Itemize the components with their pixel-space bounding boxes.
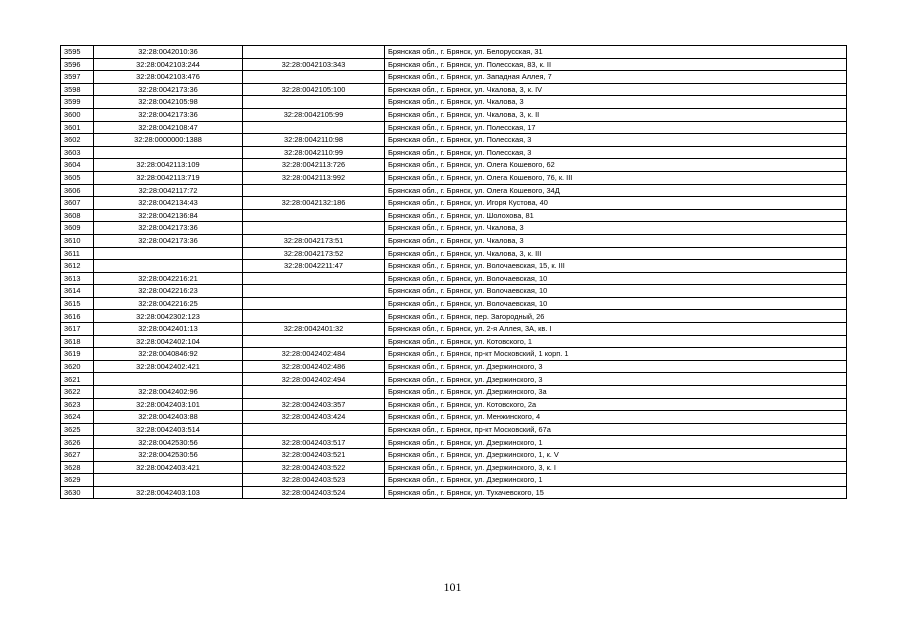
table-row xyxy=(61,335,847,348)
building-cadastral-number-cell: 32:28:0042173:51 xyxy=(243,234,385,247)
address-cell: Брянская обл., г. Брянск, ул. Игоря Кустова, 40 xyxy=(385,197,847,210)
table-row xyxy=(61,272,847,285)
building-cadastral-number-cell: 32:28:0042403:521 xyxy=(243,449,385,462)
cadastral-number-cell: 32:28:0042108:47 xyxy=(94,121,243,134)
address-cell: Брянская обл., г. Брянск, ул. Волочаевская, 10 xyxy=(385,285,847,298)
cadastral-number-cell: 32:28:0000000:1388 xyxy=(94,134,243,147)
row-number-cell: 3617 xyxy=(61,323,94,336)
building-cadastral-number-cell xyxy=(243,121,385,134)
address-cell: Брянская обл., г. Брянск, ул. Чкалова, 3 xyxy=(385,222,847,235)
table-row xyxy=(61,159,847,172)
building-cadastral-number-cell: 32:28:0042110:99 xyxy=(243,146,385,159)
address-cell: Брянская обл., г. Брянск, ул. Дзержинского, 3а xyxy=(385,386,847,399)
table-row xyxy=(61,297,847,310)
table-row xyxy=(61,121,847,134)
address-cell: Брянская обл., г. Брянск, ул. Волочаевская, 10 xyxy=(385,272,847,285)
building-cadastral-number-cell: 32:28:0042403:522 xyxy=(243,461,385,474)
row-number-cell: 3598 xyxy=(61,83,94,96)
address-cell: Брянская обл., г. Брянск, ул. Чкалова, 3 xyxy=(385,234,847,247)
building-cadastral-number-cell: 32:28:0042403:523 xyxy=(243,474,385,487)
cadastral-number-cell: 32:28:0042136:84 xyxy=(94,209,243,222)
address-cell: Брянская обл., г. Брянск, ул. Тухачевского, 15 xyxy=(385,486,847,499)
row-number-cell: 3625 xyxy=(61,423,94,436)
cadastral-number-cell: 32:28:0042402:96 xyxy=(94,386,243,399)
address-cell: Брянская обл., г. Брянск, ул. Чкалова, 3, к. IV xyxy=(385,83,847,96)
cadastral-number-cell: 32:28:0042216:23 xyxy=(94,285,243,298)
cadastral-number-cell: 32:28:0042403:514 xyxy=(94,423,243,436)
building-cadastral-number-cell: 32:28:0042402:494 xyxy=(243,373,385,386)
address-cell: Брянская обл., г. Брянск, ул. Олега Кошевого, 34Д xyxy=(385,184,847,197)
building-cadastral-number-cell: 32:28:0042403:357 xyxy=(243,398,385,411)
table-row xyxy=(61,184,847,197)
building-cadastral-number-cell: 32:28:0042105:100 xyxy=(243,83,385,96)
cadastral-number-cell: 32:28:0042173:36 xyxy=(94,222,243,235)
table-row xyxy=(61,197,847,210)
cadastral-number-cell: 32:28:0042216:21 xyxy=(94,272,243,285)
building-cadastral-number-cell xyxy=(243,285,385,298)
row-number-cell: 3606 xyxy=(61,184,94,197)
building-cadastral-number-cell xyxy=(243,310,385,323)
address-cell: Брянская обл., г. Брянск, ул. Полесская, 17 xyxy=(385,121,847,134)
table-row xyxy=(61,423,847,436)
row-number-cell: 3608 xyxy=(61,209,94,222)
table-row xyxy=(61,134,847,147)
row-number-cell: 3626 xyxy=(61,436,94,449)
cadastral-number-cell: 32:28:0042401:13 xyxy=(94,323,243,336)
table-row xyxy=(61,461,847,474)
table-row xyxy=(61,310,847,323)
table-row xyxy=(61,146,847,159)
cadastral-number-cell: 32:28:0042103:476 xyxy=(94,71,243,84)
table-row xyxy=(61,46,847,59)
address-cell: Брянская обл., г. Брянск, ул. Полесская, 83, к. II xyxy=(385,58,847,71)
cadastral-number-cell: 32:28:0042530:56 xyxy=(94,436,243,449)
building-cadastral-number-cell xyxy=(243,96,385,109)
building-cadastral-number-cell: 32:28:0042403:424 xyxy=(243,411,385,424)
cadastral-number-cell: 32:28:0042530:56 xyxy=(94,449,243,462)
cadastral-number-cell xyxy=(94,260,243,273)
table-row xyxy=(61,71,847,84)
table-row xyxy=(61,58,847,71)
address-cell: Брянская обл., г. Брянск, ул. Белорусская, 31 xyxy=(385,46,847,59)
address-cell: Брянская обл., г. Брянск, ул. Чкалова, 3 xyxy=(385,96,847,109)
building-cadastral-number-cell xyxy=(243,423,385,436)
cadastral-number-cell: 32:28:0042403:101 xyxy=(94,398,243,411)
row-number-cell: 3610 xyxy=(61,234,94,247)
table-row xyxy=(61,360,847,373)
cadastral-number-cell: 32:28:0042113:719 xyxy=(94,171,243,184)
address-cell: Брянская обл., г. Брянск, ул. Чкалова, 3, к. II xyxy=(385,108,847,121)
building-cadastral-number-cell: 32:28:0042105:99 xyxy=(243,108,385,121)
address-cell: Брянская обл., г. Брянск, ул. Котовского, 1 xyxy=(385,335,847,348)
row-number-cell: 3627 xyxy=(61,449,94,462)
building-cadastral-number-cell: 32:28:0042110:98 xyxy=(243,134,385,147)
building-cadastral-number-cell: 32:28:0042403:517 xyxy=(243,436,385,449)
cadastral-number-cell: 32:28:0042134:43 xyxy=(94,197,243,210)
building-cadastral-number-cell xyxy=(243,184,385,197)
row-number-cell: 3621 xyxy=(61,373,94,386)
address-cell: Брянская обл., г. Брянск, ул. Олега Кошевого, 76, к. III xyxy=(385,171,847,184)
row-number-cell: 3619 xyxy=(61,348,94,361)
building-cadastral-number-cell: 32:28:0042173:52 xyxy=(243,247,385,260)
building-cadastral-number-cell: 32:28:0042402:484 xyxy=(243,348,385,361)
cadastral-number-cell: 32:28:0042216:25 xyxy=(94,297,243,310)
row-number-cell: 3620 xyxy=(61,360,94,373)
cadastral-number-cell: 32:28:0042403:88 xyxy=(94,411,243,424)
building-cadastral-number-cell xyxy=(243,222,385,235)
row-number-cell: 3622 xyxy=(61,386,94,399)
address-cell: Брянская обл., г. Брянск, ул. Полесская, 3 xyxy=(385,146,847,159)
row-number-cell: 3623 xyxy=(61,398,94,411)
building-cadastral-number-cell: 32:28:0042401:32 xyxy=(243,323,385,336)
cadastral-number-cell: 32:28:0042403:421 xyxy=(94,461,243,474)
row-number-cell: 3618 xyxy=(61,335,94,348)
cadastral-number-cell: 32:28:0042103:244 xyxy=(94,58,243,71)
row-number-cell: 3624 xyxy=(61,411,94,424)
address-cell: Брянская обл., г. Брянск, ул. Шолохова, 81 xyxy=(385,209,847,222)
row-number-cell: 3601 xyxy=(61,121,94,134)
table-row xyxy=(61,260,847,273)
cadastral-number-cell: 32:28:0042302:123 xyxy=(94,310,243,323)
building-cadastral-number-cell xyxy=(243,297,385,310)
address-cell: Брянская обл., г. Брянск, пр-кт Московский, 1 корп. 1 xyxy=(385,348,847,361)
table-row xyxy=(61,486,847,499)
table-row xyxy=(61,436,847,449)
building-cadastral-number-cell xyxy=(243,46,385,59)
address-cell: Брянская обл., г. Брянск, пер. Загородный, 26 xyxy=(385,310,847,323)
cadastral-number-cell xyxy=(94,247,243,260)
table-row xyxy=(61,209,847,222)
row-number-cell: 3612 xyxy=(61,260,94,273)
table-row xyxy=(61,398,847,411)
table-row xyxy=(61,234,847,247)
cadastral-number-cell: 32:28:0042173:36 xyxy=(94,108,243,121)
address-cell: Брянская обл., г. Брянск, ул. Дзержинского, 1 xyxy=(385,474,847,487)
cadastral-number-cell: 32:28:0042117:72 xyxy=(94,184,243,197)
cadastral-number-cell xyxy=(94,373,243,386)
cadastral-number-cell: 32:28:0042402:421 xyxy=(94,360,243,373)
building-cadastral-number-cell: 32:28:0042211:47 xyxy=(243,260,385,273)
table-row xyxy=(61,83,847,96)
building-cadastral-number-cell: 32:28:0042113:992 xyxy=(243,171,385,184)
table-row xyxy=(61,386,847,399)
cadastral-number-cell: 32:28:0042173:36 xyxy=(94,234,243,247)
cadastral-number-cell: 32:28:0042010:36 xyxy=(94,46,243,59)
cadastral-number-cell: 32:28:0042402:104 xyxy=(94,335,243,348)
row-number-cell: 3605 xyxy=(61,171,94,184)
table-row xyxy=(61,96,847,109)
cadastral-number-cell: 32:28:0040846:92 xyxy=(94,348,243,361)
page-number: 101 xyxy=(443,580,462,594)
address-cell: Брянская обл., г. Брянск, ул. Дзержинского, 1 xyxy=(385,436,847,449)
row-number-cell: 3595 xyxy=(61,46,94,59)
address-cell: Брянская обл., г. Брянск, ул. Западная Аллея, 7 xyxy=(385,71,847,84)
cadastral-number-cell xyxy=(94,146,243,159)
row-number-cell: 3615 xyxy=(61,297,94,310)
address-cell: Брянская обл., г. Брянск, ул. Чкалова, 3, к. III xyxy=(385,247,847,260)
building-cadastral-number-cell: 32:28:0042403:524 xyxy=(243,486,385,499)
table-row xyxy=(61,348,847,361)
address-cell: Брянская обл., г. Брянск, ул. Дзержинского, 3, к. I xyxy=(385,461,847,474)
table-row xyxy=(61,171,847,184)
table-row xyxy=(61,449,847,462)
row-number-cell: 3603 xyxy=(61,146,94,159)
table-row xyxy=(61,222,847,235)
building-cadastral-number-cell: 32:28:0042103:343 xyxy=(243,58,385,71)
table-row xyxy=(61,108,847,121)
registry-table xyxy=(60,45,847,499)
cadastral-number-cell: 32:28:0042173:36 xyxy=(94,83,243,96)
cadastral-number-cell: 32:28:0042105:98 xyxy=(94,96,243,109)
table-row xyxy=(61,247,847,260)
address-cell: Брянская обл., г. Брянск, ул. Дзержинского, 3 xyxy=(385,360,847,373)
table-row xyxy=(61,411,847,424)
address-cell: Брянская обл., г. Брянск, ул. Дзержинского, 3 xyxy=(385,373,847,386)
row-number-cell: 3611 xyxy=(61,247,94,260)
row-number-cell: 3599 xyxy=(61,96,94,109)
building-cadastral-number-cell xyxy=(243,209,385,222)
row-number-cell: 3613 xyxy=(61,272,94,285)
address-cell: Брянская обл., г. Брянск, ул. Менжинского, 4 xyxy=(385,411,847,424)
table-row xyxy=(61,474,847,487)
building-cadastral-number-cell: 32:28:0042113:726 xyxy=(243,159,385,172)
table-row xyxy=(61,373,847,386)
row-number-cell: 3600 xyxy=(61,108,94,121)
address-cell: Брянская обл., г. Брянск, ул. Волочаевская, 15, к. III xyxy=(385,260,847,273)
address-cell: Брянская обл., г. Брянск, ул. Котовского, 2а xyxy=(385,398,847,411)
row-number-cell: 3616 xyxy=(61,310,94,323)
address-cell: Брянская обл., г. Брянск, ул. Олега Кошевого, 62 xyxy=(385,159,847,172)
address-cell: Брянская обл., г. Брянск, ул. Волочаевская, 10 xyxy=(385,297,847,310)
cadastral-number-cell: 32:28:0042403:103 xyxy=(94,486,243,499)
address-cell: Брянская обл., г. Брянск, ул. Дзержинского, 1, к. V xyxy=(385,449,847,462)
row-number-cell: 3607 xyxy=(61,197,94,210)
row-number-cell: 3596 xyxy=(61,58,94,71)
building-cadastral-number-cell xyxy=(243,71,385,84)
row-number-cell: 3630 xyxy=(61,486,94,499)
registry-table-body xyxy=(61,46,847,499)
table-row xyxy=(61,285,847,298)
building-cadastral-number-cell xyxy=(243,272,385,285)
row-number-cell: 3609 xyxy=(61,222,94,235)
address-cell: Брянская обл., г. Брянск, ул. Полесская, 3 xyxy=(385,134,847,147)
building-cadastral-number-cell: 32:28:0042132:186 xyxy=(243,197,385,210)
row-number-cell: 3602 xyxy=(61,134,94,147)
building-cadastral-number-cell xyxy=(243,386,385,399)
address-cell: Брянская обл., г. Брянск, ул. 2-я Аллея, 3А, кв. I xyxy=(385,323,847,336)
cadastral-number-cell: 32:28:0042113:109 xyxy=(94,159,243,172)
row-number-cell: 3604 xyxy=(61,159,94,172)
building-cadastral-number-cell xyxy=(243,335,385,348)
address-cell: Брянская обл., г. Брянск, пр-кт Московский, 67а xyxy=(385,423,847,436)
row-number-cell: 3597 xyxy=(61,71,94,84)
row-number-cell: 3629 xyxy=(61,474,94,487)
table-row xyxy=(61,323,847,336)
building-cadastral-number-cell: 32:28:0042402:486 xyxy=(243,360,385,373)
row-number-cell: 3628 xyxy=(61,461,94,474)
cadastral-number-cell xyxy=(94,474,243,487)
row-number-cell: 3614 xyxy=(61,285,94,298)
